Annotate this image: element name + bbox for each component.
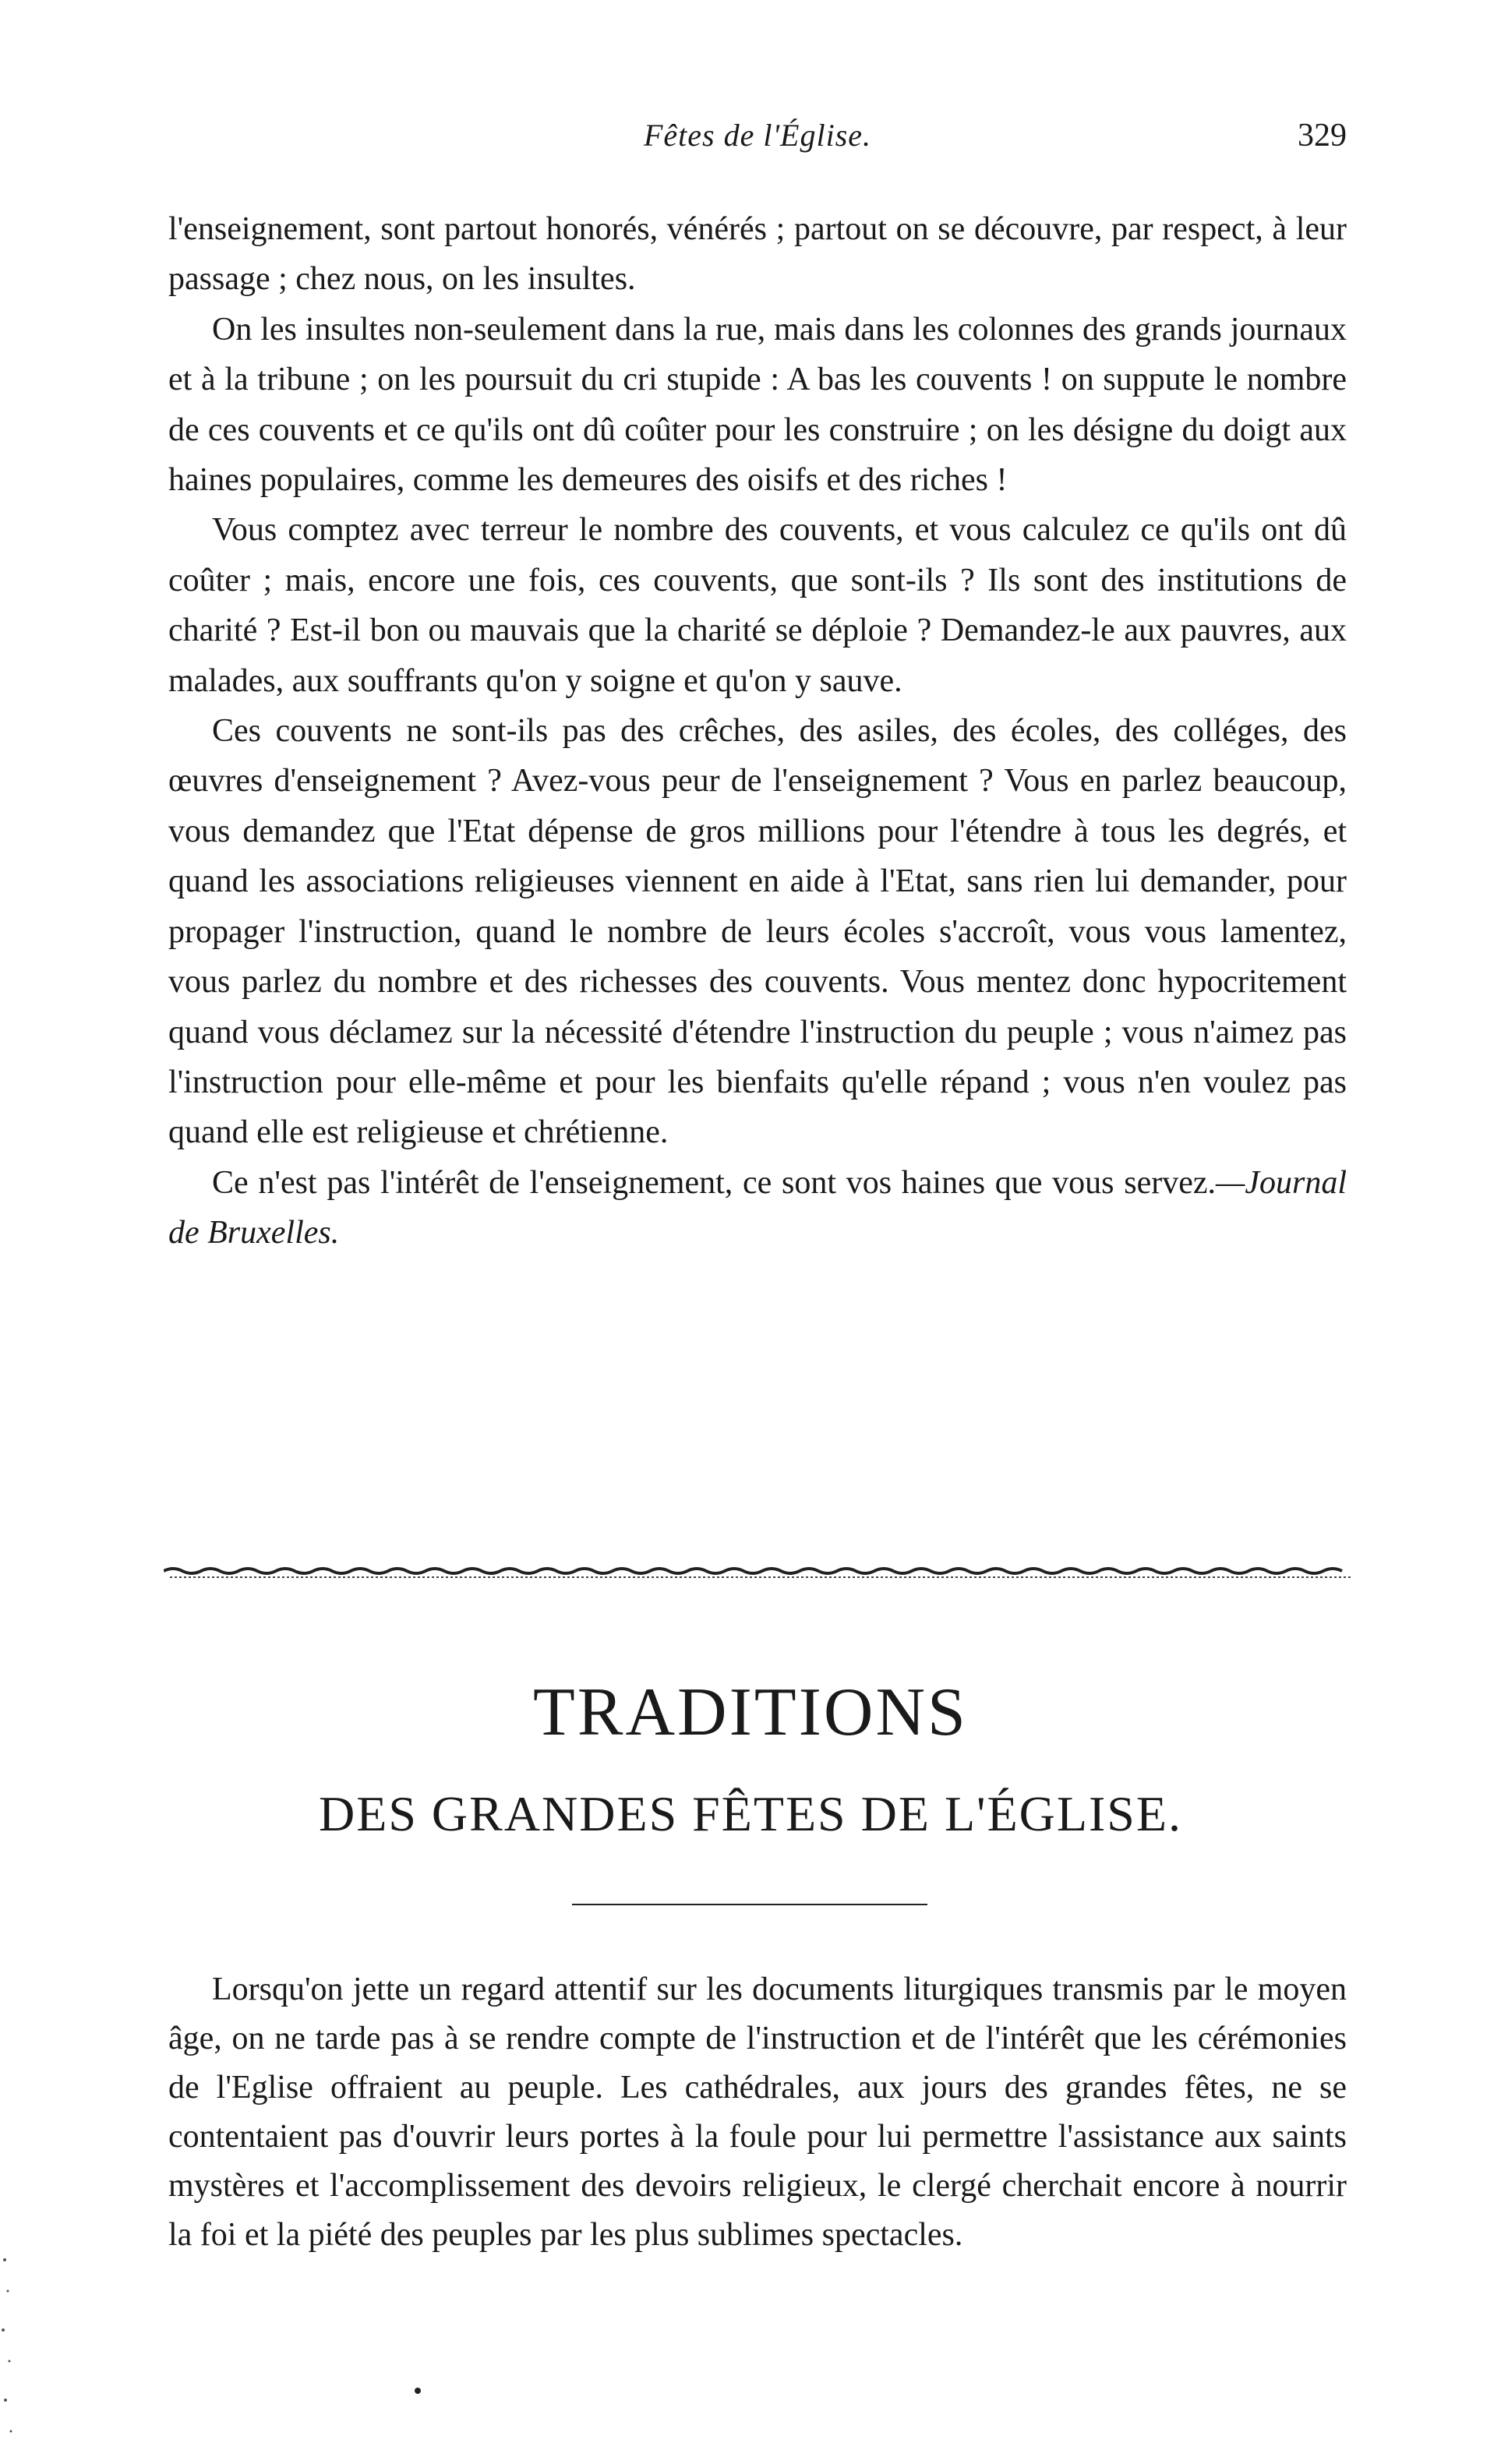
section-title: TRADITIONS — [533, 1675, 968, 1750]
paragraph: Vous comptez avec terreur le nombre des couvents, et vous calculez ce qu'ils ont dû coûter ; mais, encore une fois, ces couvents, que sont-ils ? Ils sont des institutions de charité ? Est-il bon ou mauvais que la charité se déploie ? Demandez-le aux pauvres, aux malades, aux souffrants qu'on y soigne et qu'on y sauve. — [168, 512, 1347, 699]
closing-paragraph — [168, 1158, 1347, 1258]
decorative-separator — [164, 1565, 1356, 1582]
divider-rule — [572, 1904, 927, 1905]
source-citation: —Journal de Bruxelles. — [168, 1164, 1347, 1251]
page-number: 329 — [1298, 118, 1347, 154]
paragraph: l'enseignement, sont partout honorés, vénérés ; partout on se découvre, par respect, à leur passage ; chez nous, on les insultes. — [168, 211, 1347, 298]
section-body — [168, 1965, 1347, 2260]
paragraph: Lorsqu'on jette un regard attentif sur les documents liturgiques transmis par le moyen âge, on ne tarde pas à se rendre compte de l'instruction et de l'intérêt que les cérémonies de l'Eglise offraient au peuple. Les cathédrales, aux jours des grandes fêtes, ne se contentaient pas d'ouvrir leurs portes à la foule pour lui permettre l'assistance aux saints mystères et l'accomplissement des devoirs religieux, le clergé cherchait encore à nourrir la foi et la piété des peuples par les plus sublimes spectacles. — [168, 1972, 1347, 2253]
paragraph: On les insultes non-seulement dans la rue, mais dans les colonnes des grands journaux et à la tribune ; on les poursuit du cri stupide : A bas les couvents ! on suppute le nombre de ces couvents et ce qu'ils ont dû coûter pour les construire ; on les désigne du doigt aux haines populaires, comme les demeures des oisifs et des riches ! — [168, 311, 1347, 499]
section-subtitle: DES GRANDES FÊTES DE L'ÉGLISE. — [319, 1786, 1182, 1841]
running-title: Fêtes de l'Église. — [643, 118, 872, 153]
running-header — [168, 117, 1347, 164]
article-body — [168, 204, 1347, 1258]
closing-text: Ce n'est pas l'intérêt de l'enseignement, ce sont vos haines que vous servez. — [212, 1164, 1216, 1201]
page-edge-noise — [0, 2244, 19, 2447]
paragraph: Ces couvents ne sont-ils pas des crêches, des asiles, des écoles, des colléges, des œuvres d'enseignement ? Avez-vous peur de l'enseignement ? Vous en parlez beaucoup, vous demandez que l'Etat dépense de gros millions pour l'étendre à tous les degrés, et quand les associations religieuses viennent en aide à l'Etat, sans rien lui demander, pour propager l'instruction, quand le nombre de leurs écoles s'accroît, vous vous lamentez, vous parlez du nombre et des richesses des couvents. Vous mentez donc hypocritement quand vous déclamez sur la nécessité d'étendre l'instruction du peuple ; vous n'aimez pas l'instruction pour elle-même et pour les bienfaits qu'elle répand ; vous n'en voulez pas quand elle est religieuse et chrétienne. — [168, 713, 1347, 1151]
ink-speck — [415, 2388, 421, 2394]
